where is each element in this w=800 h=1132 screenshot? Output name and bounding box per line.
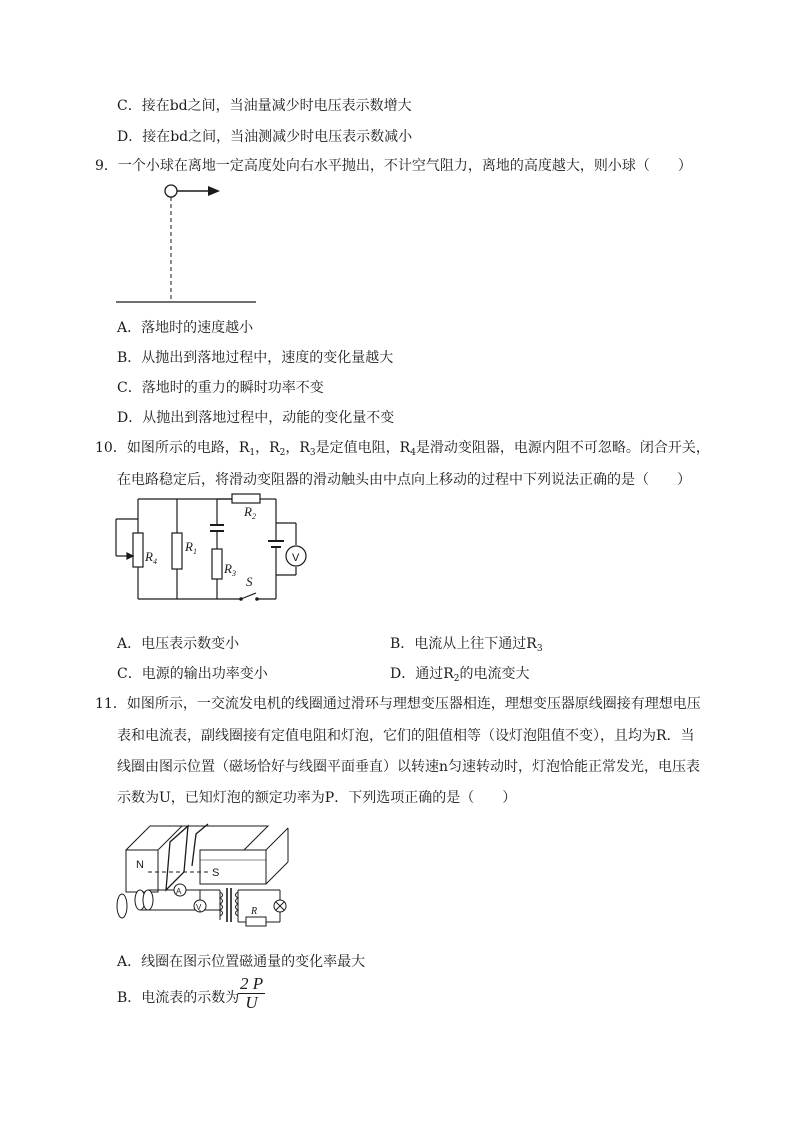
q11-stem-line2: 表和电流表，副线圈接有定值电阻和灯泡，它们的阻值相等（设灯泡阻值不变），且均为R．当 — [117, 728, 695, 744]
q10-option-a: A．电压表示数变小 — [117, 636, 240, 652]
q10-stem-line1: 10．如图所示的电路，$R_1$，$R_2$，$R_3$是定值电阻，$R_4$是滑动变阻器，电源内阻不可忽略。闭合开关， — [95, 440, 710, 458]
q11-stem-line4: 示数为U，已知灯泡的额定功率为P．下列选项正确的是（ ） — [117, 790, 517, 806]
q11-stem-line3: 线圈由图示位置（磁场恰好与线圈平面垂直）以转速n匀速转动时，灯泡恰能正常发光，电压表 — [117, 759, 701, 775]
q9-option-b: B．从抛出到落地过程中，速度的变化量越大 — [117, 350, 394, 366]
r3-label: $R_3$ — [224, 561, 236, 578]
q10-option-d: D．通过$R_2$的电流变大 — [390, 666, 530, 684]
q10-stem-line2: 在电路稳定后，将滑动变阻器的滑动触头由中点向上移动的过程中下列说法正确的是（ ） — [117, 472, 691, 488]
q10-circuit-diagram — [108, 493, 328, 605]
resistor-label: R — [251, 906, 258, 917]
voltmeter-label: V — [196, 903, 202, 912]
s-pole-label: S — [212, 867, 220, 879]
r3-resistor — [212, 549, 222, 579]
r1-resistor — [172, 533, 182, 569]
r2-label: $R_2$ — [244, 504, 256, 521]
r2-resistor — [232, 494, 260, 503]
q9-projectile-figure — [110, 178, 270, 308]
s-pole — [200, 850, 266, 884]
q11-option-b-prefix: B．电流表的示数为 — [117, 990, 240, 1006]
fraction-numerator: 2 P — [240, 974, 264, 993]
r4-slider-arrow — [127, 553, 133, 559]
r1-label: $R_1$ — [185, 539, 197, 556]
q9-stem: 9．一个小球在离地一定高度处向右水平抛出，不计空气阻力，离地的高度越大，则小球（ ） — [95, 158, 692, 174]
q11-option-a: A．线圈在图示位置磁通量的变化率最大 — [117, 954, 366, 970]
coil — [166, 826, 188, 890]
fraction-denominator: U — [245, 993, 258, 1012]
q11-option-b-fraction — [238, 975, 265, 1012]
q11-generator-transformer-diagram — [108, 820, 298, 932]
q9-option-a: A．落地时的速度越小 — [117, 320, 254, 336]
slip-ring-2 — [143, 890, 153, 910]
ammeter-label: A — [176, 887, 182, 896]
q11-stem-line1: 11．如图所示，一交流发电机的线圈通过滑环与理想变压器相连，理想变压器原线圈接有理想电压 — [95, 696, 701, 712]
voltmeter-label: V — [292, 552, 300, 564]
r4-label: $R_4$ — [145, 549, 157, 566]
arrow-head — [208, 186, 220, 196]
resistor-r — [246, 917, 266, 926]
q10-option-b: B．电流从上往下通过$R_3$ — [390, 636, 543, 654]
ball — [165, 185, 177, 197]
n-pole — [126, 850, 158, 892]
n-pole-label: N — [136, 859, 144, 871]
switch-label: S — [246, 574, 253, 589]
q9-option-d: D．从抛出到落地过程中，动能的变化量不变 — [117, 410, 395, 426]
q9-option-c: C．落地时的重力的瞬时功率不变 — [117, 380, 324, 396]
q8-option-c: C．接在bd之间，当油量减少时电压表示数增大 — [117, 98, 412, 114]
q10-option-c: C．电源的输出功率变小 — [117, 666, 268, 682]
q8-option-d: D．接在bd之间，当油测减少时电压表示数减小 — [117, 129, 413, 145]
r4-resistor — [133, 533, 143, 567]
